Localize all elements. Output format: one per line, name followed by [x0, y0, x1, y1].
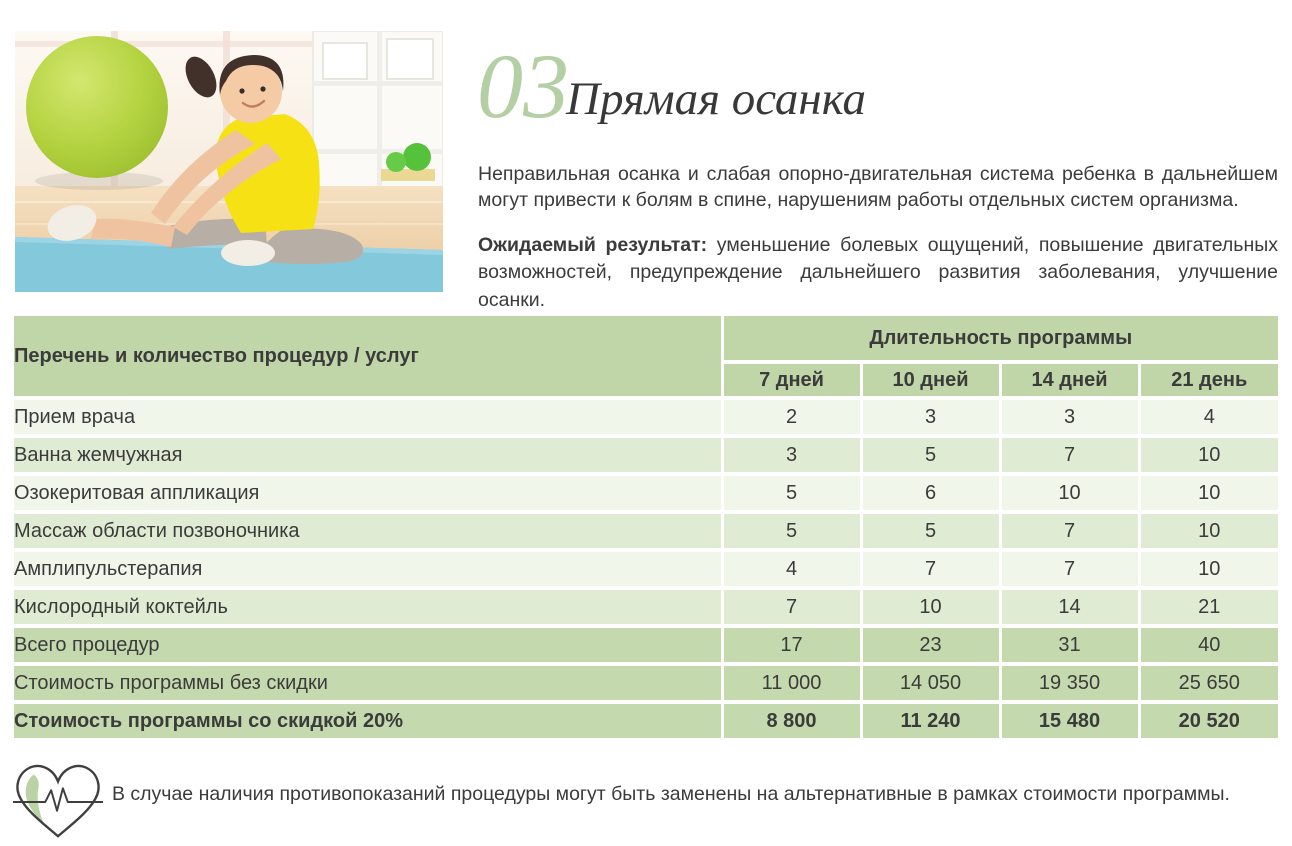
table-header-row-1	[14, 316, 1278, 362]
cell-value: 7	[1000, 512, 1139, 550]
cell-value: 23	[861, 626, 1000, 664]
intro-paragraph: Неправильная осанка и слабая опорно-двигательная система ребенка в дальнейшем могут привести к болям в спине, нарушениям работы отдельных систем организма.	[478, 162, 1278, 212]
procedure-label: Ванна жемчужная	[14, 436, 722, 474]
heartbeat-heart-icon	[13, 761, 103, 841]
footer-note: В случае наличия противопоказаний процедуры могут быть заменены на альтернативные в рамках стоимости программы.	[112, 783, 1230, 805]
cell-value: 20 520	[1139, 702, 1278, 740]
cell-value: 40	[1139, 626, 1278, 664]
expected-result-text: уменьшение болевых ощущений, повышение двигательных возможностей, предупреждение дальнейшего развития заболевания, улучшение осанки.	[478, 233, 1278, 311]
exercise-ball	[26, 36, 168, 178]
expected-result-paragraph	[478, 232, 1278, 315]
col-header-14-days: 14 дней	[1000, 362, 1139, 398]
cell-value: 17	[722, 626, 861, 664]
program-number: 03	[477, 35, 569, 137]
cell-value: 2	[722, 398, 861, 436]
cell-value: 11 000	[722, 664, 861, 702]
table-row-total	[14, 626, 1278, 664]
table-row-price	[14, 664, 1278, 702]
photo-illustration	[15, 31, 443, 292]
cell-value: 5	[861, 512, 1000, 550]
procedure-label: Амплипульстерапия	[14, 550, 722, 588]
table-row	[14, 436, 1278, 474]
cell-value: 5	[722, 512, 861, 550]
col-header-21-days: 21 день	[1139, 362, 1278, 398]
cell-value: 10	[1139, 436, 1278, 474]
discount-price-label: Стоимость программы со скидкой 20%	[14, 702, 722, 740]
cell-value: 15 480	[1000, 702, 1139, 740]
procedure-label: Кислородный коктейль	[14, 588, 722, 626]
cell-value: 7	[861, 550, 1000, 588]
procedures-column-header: Перечень и количество процедур / услуг	[14, 316, 722, 398]
cell-value: 5	[861, 436, 1000, 474]
cell-value: 3	[1000, 398, 1139, 436]
program-price-table	[14, 316, 1278, 742]
expected-result-label: Ожидаемый результат:	[478, 233, 708, 256]
table-row	[14, 474, 1278, 512]
cell-value: 31	[1000, 626, 1139, 664]
cell-value: 7	[1000, 436, 1139, 474]
cell-value: 6	[861, 474, 1000, 512]
cell-value: 3	[861, 398, 1000, 436]
cell-value: 4	[722, 550, 861, 588]
child-stretching-photo	[15, 31, 443, 292]
col-header-10-days: 10 дней	[861, 362, 1000, 398]
cell-value: 7	[722, 588, 861, 626]
cell-value: 19 350	[1000, 664, 1139, 702]
table-row	[14, 398, 1278, 436]
cell-value: 7	[1000, 550, 1139, 588]
table-row	[14, 588, 1278, 626]
col-header-7-days: 7 дней	[722, 362, 861, 398]
cell-value: 4	[1139, 398, 1278, 436]
cell-value: 10	[1139, 474, 1278, 512]
procedure-label: Массаж области позвоночника	[14, 512, 722, 550]
cell-value: 5	[722, 474, 861, 512]
table-row	[14, 550, 1278, 588]
duration-group-header: Длительность программы	[722, 316, 1278, 362]
cell-value: 10	[1139, 512, 1278, 550]
cell-value: 10	[1000, 474, 1139, 512]
total-label: Всего процедур	[14, 626, 722, 664]
cell-value: 21	[1139, 588, 1278, 626]
cell-value: 25 650	[1139, 664, 1278, 702]
cell-value: 14	[1000, 588, 1139, 626]
table-row	[14, 512, 1278, 550]
cell-value: 11 240	[861, 702, 1000, 740]
procedure-label: Прием врача	[14, 398, 722, 436]
procedure-label: Озокеритовая аппликация	[14, 474, 722, 512]
page-title: Прямая осанка	[566, 73, 867, 125]
cell-value: 3	[722, 436, 861, 474]
cell-value: 10	[1139, 550, 1278, 588]
cell-value: 8 800	[722, 702, 861, 740]
price-label: Стоимость программы без скидки	[14, 664, 722, 702]
table-row-discount-price	[14, 702, 1278, 740]
cell-value: 14 050	[861, 664, 1000, 702]
cell-value: 10	[861, 588, 1000, 626]
